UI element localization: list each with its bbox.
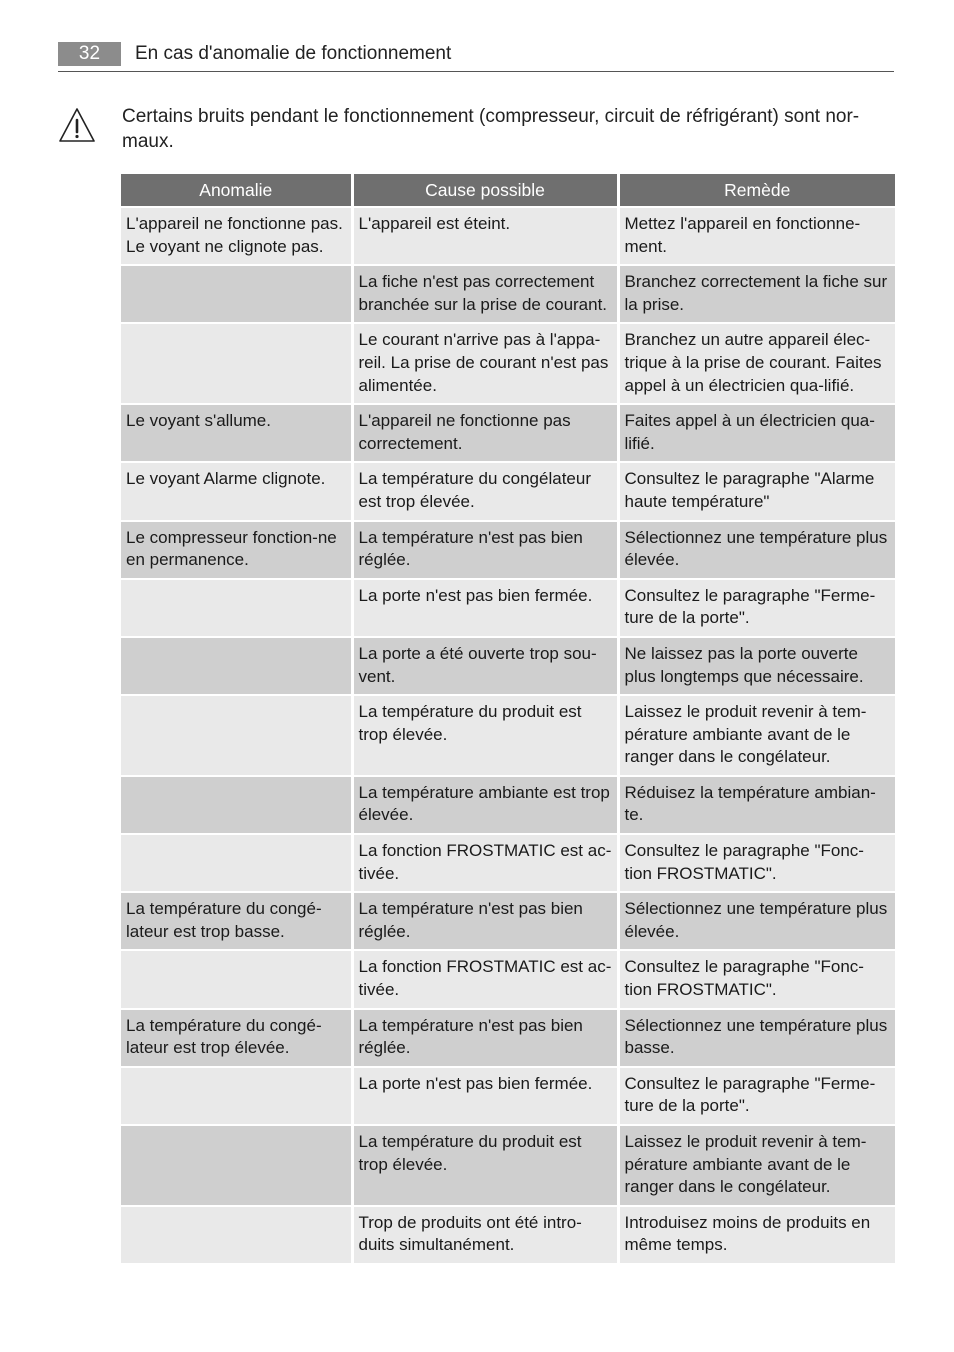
troubleshooting-table [121, 174, 895, 1265]
anomaly-cell [121, 579, 352, 637]
remedy-cell: Branchez correctement la fiche sur la prise. [618, 265, 895, 323]
cause-cell: La fonction FROSTMATIC est ac-tivée. [352, 834, 618, 892]
remedy-cell: Consultez le paragraphe "Fonc-tion FROSTMATIC". [618, 950, 895, 1008]
cause-cell: L'appareil est éteint. [352, 207, 618, 265]
remedy-cell: Réduisez la température ambian-te. [618, 776, 895, 834]
table-row [121, 637, 895, 695]
anomaly-cell [121, 323, 352, 404]
table-row [121, 834, 895, 892]
anomaly-cell [121, 1125, 352, 1206]
table-row [121, 323, 895, 404]
table-header-row [121, 174, 895, 207]
cause-cell: La fiche n'est pas correctement branchée sur la prise de courant. [352, 265, 618, 323]
cause-cell: La température n'est pas bien réglée. [352, 521, 618, 579]
page-header [58, 40, 894, 72]
remedy-cell: Sélectionnez une température plus élevée. [618, 521, 895, 579]
cause-cell: La température ambiante est trop élevée. [352, 776, 618, 834]
table-row [121, 1125, 895, 1206]
remedy-cell: Faites appel à un électricien qua-lifié. [618, 404, 895, 462]
remedy-cell: Mettez l'appareil en fonctionne-ment. [618, 207, 895, 265]
table-row [121, 579, 895, 637]
anomaly-cell: Le compresseur fonction-ne en permanence. [121, 521, 352, 579]
anomaly-cell [121, 1206, 352, 1264]
cause-cell: La porte n'est pas bien fermée. [352, 579, 618, 637]
remedy-cell: Laissez le produit revenir à tem-pérature ambiante avant de le ranger dans le congélateur. [618, 1125, 895, 1206]
table-row [121, 695, 895, 776]
table-row [121, 1206, 895, 1264]
cause-cell: La température n'est pas bien réglée. [352, 892, 618, 950]
table-row [121, 265, 895, 323]
remedy-cell: Consultez le paragraphe "Alarme haute température" [618, 462, 895, 520]
anomaly-cell: La température du congé-lateur est trop élevée. [121, 1009, 352, 1067]
anomaly-cell [121, 950, 352, 1008]
table-row [121, 462, 895, 520]
cause-cell: La température n'est pas bien réglée. [352, 1009, 618, 1067]
anomaly-cell: Le voyant s'allume. [121, 404, 352, 462]
remedy-cell: Ne laissez pas la porte ouverte plus longtemps que nécessaire. [618, 637, 895, 695]
column-header-remedy: Remède [618, 174, 895, 207]
remedy-cell: Sélectionnez une température plus élevée. [618, 892, 895, 950]
table-row [121, 404, 895, 462]
cause-cell: Le courant n'arrive pas à l'appa-reil. La prise de courant n'est pas alimentée. [352, 323, 618, 404]
warning-triangle-icon [58, 106, 96, 144]
table-row [121, 1067, 895, 1125]
remedy-cell: Sélectionnez une température plus basse. [618, 1009, 895, 1067]
warning-text: Certains bruits pendant le fonctionnement (compresseur, circuit de réfrigérant) sont nor-maux. [122, 106, 860, 152]
cause-cell: La porte n'est pas bien fermée. [352, 1067, 618, 1125]
table-row [121, 950, 895, 1008]
anomaly-cell [121, 695, 352, 776]
remedy-cell: Consultez le paragraphe "Fonc-tion FROSTMATIC". [618, 834, 895, 892]
remedy-cell: Consultez le paragraphe "Ferme-ture de la porte". [618, 1067, 895, 1125]
remedy-cell: Laissez le produit revenir à tem-pérature ambiante avant de le ranger dans le congélateur. [618, 695, 895, 776]
cause-cell: La porte a été ouverte trop sou-vent. [352, 637, 618, 695]
anomaly-cell [121, 1067, 352, 1125]
anomaly-cell [121, 265, 352, 323]
cause-cell: La température du produit est trop élevée. [352, 1125, 618, 1206]
cause-cell: La température du congélateur est trop élevée. [352, 462, 618, 520]
cause-cell: La température du produit est trop élevée. [352, 695, 618, 776]
anomaly-cell [121, 776, 352, 834]
table-row [121, 207, 895, 265]
anomaly-cell: Le voyant Alarme clignote. [121, 462, 352, 520]
table-row [121, 521, 895, 579]
page-number: 32 [58, 42, 121, 66]
anomaly-cell: L'appareil ne fonctionne pas. Le voyant ne clignote pas. [121, 207, 352, 265]
cause-cell: Trop de produits ont été intro-duits simultanément. [352, 1206, 618, 1264]
anomaly-cell [121, 637, 352, 695]
table-row [121, 776, 895, 834]
anomaly-cell [121, 834, 352, 892]
table-row [121, 892, 895, 950]
table-row [121, 1009, 895, 1067]
remedy-cell: Introduisez moins de produits en même temps. [618, 1206, 895, 1264]
column-header-cause: Cause possible [352, 174, 618, 207]
remedy-cell: Branchez un autre appareil élec-trique à la prise de courant. Faites appel à un électricien qua-lifié. [618, 323, 895, 404]
column-header-anomaly: Anomalie [121, 174, 352, 207]
cause-cell: La fonction FROSTMATIC est ac-tivée. [352, 950, 618, 1008]
anomaly-cell: La température du congé-lateur est trop basse. [121, 892, 352, 950]
remedy-cell: Consultez le paragraphe "Ferme-ture de la porte". [618, 579, 895, 637]
section-title: En cas d'anomalie de fonctionnement [135, 43, 452, 64]
cause-cell: L'appareil ne fonctionne pas correctement. [352, 404, 618, 462]
